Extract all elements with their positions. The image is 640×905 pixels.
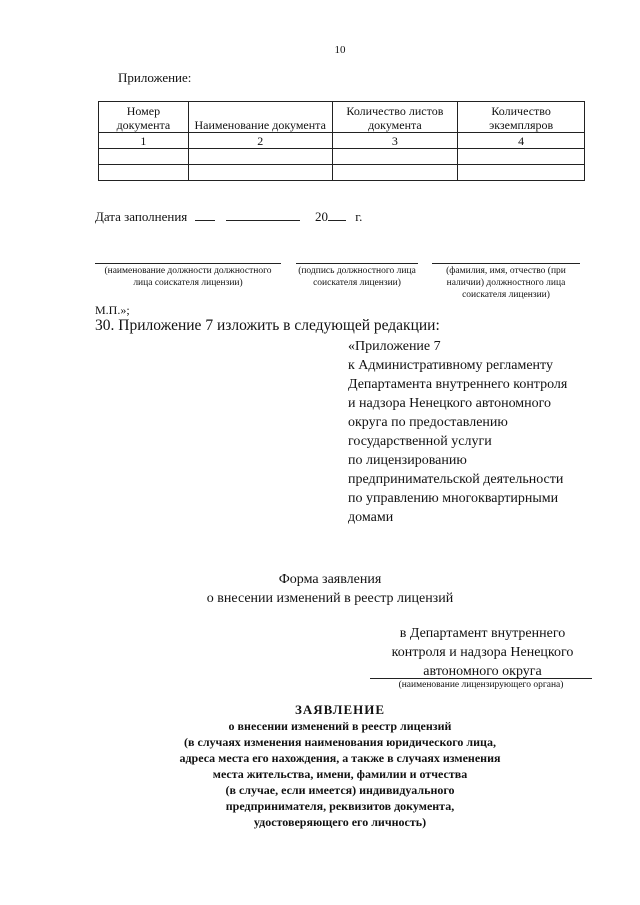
statement-subtitle-line: места жительства, имени, фамилии и отчества: [212, 767, 468, 781]
statement-subtitle-line: предпринимателя, реквизитов документа,: [225, 799, 455, 813]
appendix-line: домами: [348, 510, 394, 525]
year-suffix: г.: [355, 209, 363, 224]
appendix-line: «Приложение 7: [348, 339, 441, 354]
table-cell: 1: [99, 133, 189, 149]
header-cell-sheet-count: Количество листов документа: [332, 102, 458, 133]
year-prefix: 20: [315, 209, 329, 224]
recipient-line-text: автономного округа: [423, 664, 542, 679]
recipient-block: [370, 624, 595, 681]
table-row-column-numbers: [99, 133, 585, 149]
appendix-line: к Административному регламенту: [348, 358, 553, 373]
month-blank: [226, 208, 300, 221]
table-cell: 2: [188, 133, 332, 149]
signature-caption: (подпись должностного лица соискателя лицензии): [296, 263, 418, 289]
appendix-line: по управлению многоквартирными: [348, 491, 559, 506]
appendix-line: государственной услуги: [348, 434, 492, 449]
form-title-line: о внесении изменений в реестр лицензий: [206, 591, 454, 606]
signature-name-caption: (фамилия, имя, отчество (при наличии) должностного лица соискателя лицензии): [432, 263, 580, 301]
attachment-table: [98, 101, 585, 181]
recipient-underline: [370, 678, 592, 679]
table-cell: [188, 165, 332, 181]
signature-position-caption: (наименование должности должностного лица соискателя лицензии): [95, 263, 281, 289]
statement-subtitle-line: о внесении изменений в реестр лицензий: [228, 719, 452, 733]
statement-subtitle: [150, 718, 530, 830]
statement-subtitle-line: адреса места его нахождения, а также в случаях изменения: [179, 751, 501, 765]
day-blank: [195, 208, 215, 221]
statement-subtitle-line: (в случае, если имеется) индивидуального: [225, 783, 455, 797]
fill-date-line: [95, 208, 362, 225]
table-cell: [458, 149, 585, 165]
table-cell: [458, 165, 585, 181]
appendix-line: по лицензированию: [348, 453, 467, 468]
table-cell: [332, 149, 458, 165]
form-title-line: Форма заявления: [278, 572, 382, 587]
appendix-header: [348, 337, 608, 527]
table-header-row: [99, 102, 585, 133]
appendix-line: и надзора Ненецкого автономного: [348, 396, 552, 411]
attachment-label: Приложение:: [118, 70, 192, 85]
appendix-line: округа по предоставлению: [348, 415, 508, 430]
header-cell-doc-name: Наименование документа: [188, 102, 332, 133]
statement-subtitle-line: удостоверяющего его личность): [253, 815, 427, 829]
statement-subtitle-line: (в случаях изменения наименования юридического лица,: [184, 735, 496, 749]
recipient-caption: (наименование лицензирующего органа): [398, 680, 564, 690]
form-title: [180, 570, 480, 608]
table-cell: [99, 165, 189, 181]
table-cell: [99, 149, 189, 165]
page-number: 10: [334, 44, 346, 56]
table-row-empty: [99, 149, 585, 165]
appendix-line: Департамента внутреннего контроля: [348, 377, 568, 392]
table-cell: 3: [332, 133, 458, 149]
fill-date-label: Дата заполнения: [95, 209, 188, 224]
table-cell: [188, 149, 332, 165]
year-blank: [328, 208, 346, 221]
recipient-line-text: в Департамент внутреннего: [399, 626, 566, 641]
recipient-line-text: контроля и надзора Ненецкого: [391, 645, 574, 660]
header-cell-doc-number: Номер документа: [99, 102, 189, 133]
table-cell: 4: [458, 133, 585, 149]
item-30-text: 30. Приложение 7 изложить в следующей редакции:: [95, 317, 440, 334]
appendix-line: предпринимательской деятельности: [348, 472, 564, 487]
table-cell: [332, 165, 458, 181]
table-row-empty: [99, 165, 585, 181]
header-cell-copies: Количество экземпляров: [458, 102, 585, 133]
stamp-note: М.П.»;: [95, 303, 130, 317]
statement-heading: ЗАЯВЛЕНИЕ: [294, 702, 386, 717]
